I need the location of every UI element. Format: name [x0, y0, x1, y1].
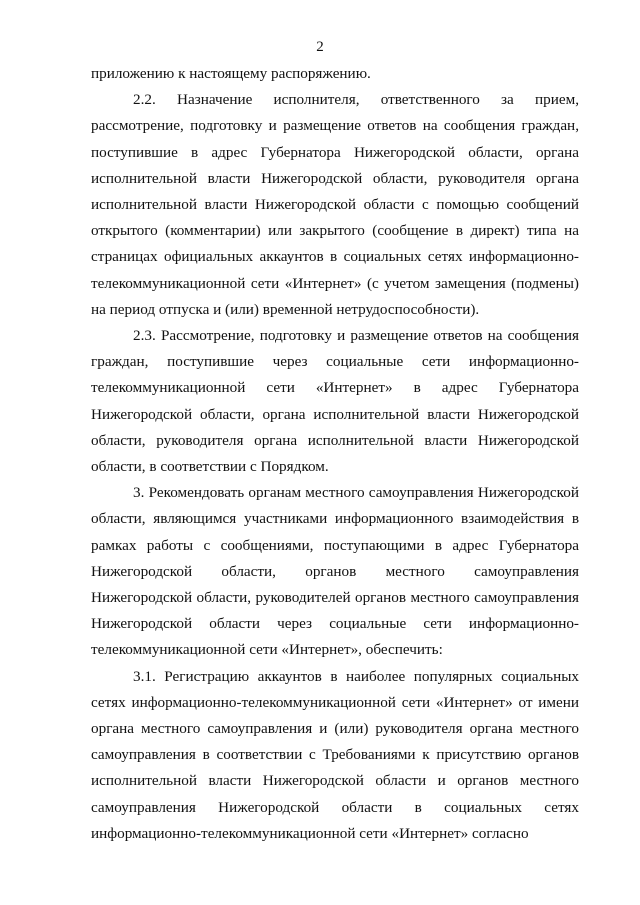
paragraph-2-3: 2.3. Рассмотрение, подготовку и размещение ответов на сообщения граждан, поступившие через социальные сети информационно-телекоммуникационной сети «Интернет» в адрес Губернатора Нижегородской области, органа исполнительной власти Нижегородской области, руководителя органа исполнительной власти Нижегородской области, в соответствии с Порядком. [91, 327, 579, 476]
paragraph-3: 3. Рекомендовать органам местного самоуправления Нижегородской области, являющимся участниками информационного взаимодействия в рамках работы с сообщениями, поступающими в адрес Губернатора Нижегородской области, органов местного самоуправления Нижегородской области, руководителей органов местного самоуправления Нижегородской области через социальные сети информационно-телекоммуникационной сети «Интернет», обеспечить: [91, 484, 579, 659]
document-body [91, 61, 579, 847]
paragraph-2-2: 2.2. Назначение исполнителя, ответственного за прием, рассмотрение, подготовку и размещение ответов на сообщения граждан, поступившие в адрес Губернатора Нижегородской области, органа исполнительной власти Нижегородской области, руководителя органа исполнительной власти Нижегородской области с помощью сообщений открытого (комментарии) или закрытого (сообщение в директ) типа на страницах официальных аккаунтов в социальных сетях информационно-телекоммуникационной сети «Интернет» (с учетом замещения (подмены) на период отпуска и (или) временной нетрудоспособности). [91, 91, 579, 318]
paragraph-continuation: приложению к настоящему распоряжению. [91, 65, 371, 82]
paragraph-3-1: 3.1. Регистрацию аккаунтов в наиболее популярных социальных сетях информационно-телекоммуникационной сети «Интернет» от имени органа местного самоуправления и (или) руководителя органа местного самоуправления в соответствии с Требованиями к присутствию органов исполнительной власти Нижегородской области и органов местного самоуправления Нижегородской области в социальных сетях информационно-телекоммуникационной сети «Интернет» согласно [91, 667, 579, 842]
page-number: 2 [316, 39, 324, 55]
